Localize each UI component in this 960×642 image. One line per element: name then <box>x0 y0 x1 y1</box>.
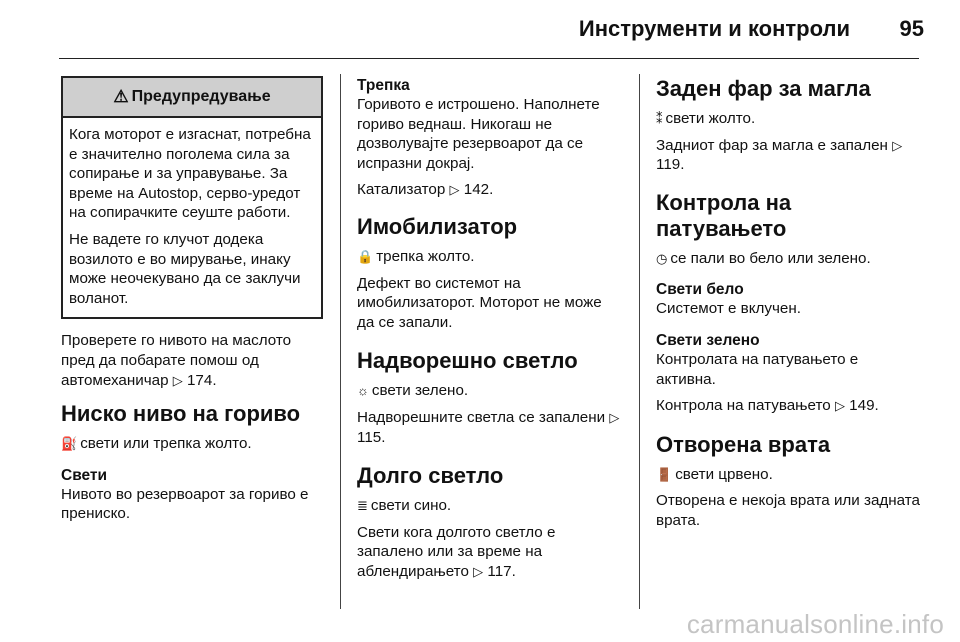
reference-arrow-icon: ▷ <box>172 372 183 388</box>
cruise-belo-text: Системот е вклучен. <box>656 300 801 318</box>
reference-arrow-icon: ▷ <box>473 563 484 579</box>
exterior-light-icon: ☼ <box>357 383 369 399</box>
catalyst-label: Катализатор <box>357 181 446 199</box>
warning-box-header <box>63 78 321 118</box>
watermark: carmanualsonline.info <box>686 609 944 639</box>
exterior-light-body: Надворешните светла се запалени <box>357 408 606 426</box>
rear-fog-body: Задниот фар за магла е запален <box>656 136 888 154</box>
warning-paragraph: Кога моторот е изгаснат, потребна е значително поголема сила за сопирање и за управување. За време на Autostop, серво-уредот на сопирачките сеуште работи. <box>69 126 311 222</box>
high-beam-indicator <box>357 496 623 516</box>
high-beam-ref: 117. <box>487 562 516 580</box>
catalyst-ref: 142. <box>463 181 494 199</box>
cruise-ref-label: Контрола на патувањето <box>656 397 831 415</box>
reference-arrow-icon: ▷ <box>449 182 460 198</box>
warning-box <box>61 76 323 319</box>
immobilizer-indicator <box>357 247 623 267</box>
rear-fog-indicator-text: свети жолто. <box>665 110 756 127</box>
subheading-sveti: Свети <box>61 466 108 484</box>
door-open-icon: 🚪 <box>656 466 673 482</box>
section-heading-rear-fog: Заден фар за магла <box>656 76 871 101</box>
rear-fog-text <box>656 136 920 175</box>
trepka-text: Горивото е истрошено. Наполнете гориво веднаш. Никогаш не дозволувајте резервоарот да се испразни докрај. <box>357 96 600 172</box>
catalyst-text <box>357 180 623 200</box>
cruise-control-icon: ◷ <box>656 250 668 266</box>
reference-arrow-icon: ▷ <box>609 409 620 425</box>
section-heading-cruise-control: Контрола на патувањето <box>656 189 792 241</box>
reference-arrow-icon: ▷ <box>892 137 903 153</box>
low-fuel-indicator-text: свети или трепка жолто. <box>80 435 252 453</box>
oil-check-body: Проверете го нивото на маслото пред да побарате помош од автомеханичар <box>61 332 292 389</box>
subheading-sveti-zeleno: Свети зелено <box>656 331 760 349</box>
immobilizer-indicator-text: трепка жолто. <box>376 247 475 265</box>
column-divider-2 <box>639 74 640 609</box>
high-beam-icon: ≣ <box>357 498 368 514</box>
immobilizer-icon: 🔒 <box>357 248 374 264</box>
cruise-ref: 149. <box>849 397 879 415</box>
section-heading-immobilizer: Имобилизатор <box>357 213 518 239</box>
cruise-ref-text <box>656 396 920 416</box>
column-divider-1 <box>340 74 341 609</box>
low-fuel-sveti-text: Нивото во резервоарот за гориво е прениско. <box>61 485 309 523</box>
header-divider <box>59 58 919 59</box>
column-1 <box>61 76 323 531</box>
page-header-title: Инструменти и контроли <box>578 16 850 41</box>
rear-fog-ref: 119. <box>656 156 685 174</box>
rear-fog-icon: ⁑ <box>656 111 663 126</box>
low-fuel-indicator <box>61 434 323 454</box>
subheading-trepka: Трепка <box>357 77 410 94</box>
column-2 <box>357 76 623 589</box>
door-open-text: Отворена е некоја врата или задната врата. <box>656 492 920 529</box>
warning-title: Предупредување <box>131 88 271 105</box>
high-beam-text <box>357 523 623 582</box>
section-heading-high-beam: Долго светло <box>357 463 504 489</box>
warning-paragraph: Не вадете го клучот додека возилото е во мирување, инаку може неочекувано да се заклучи воланот. <box>69 230 301 307</box>
column-3 <box>656 76 920 538</box>
reference-arrow-icon: ▷ <box>834 398 845 414</box>
immobilizer-text: Дефект во системот на имобилизаторот. Моторот не може да се запали. <box>357 274 602 331</box>
high-beam-indicator-text: свети сино. <box>370 497 452 515</box>
cruise-zeleno-text: Контролата на патувањето е активна. <box>656 350 859 388</box>
oil-check-text <box>61 331 323 390</box>
exterior-light-indicator <box>357 381 623 401</box>
section-heading-door-open: Отворена врата <box>656 431 831 457</box>
exterior-light-text <box>357 408 623 447</box>
door-open-indicator-text: свети црвено. <box>675 465 773 483</box>
section-heading-low-fuel: Ниско ниво на гориво <box>61 401 301 427</box>
exterior-light-indicator-text: свети зелено. <box>371 382 469 400</box>
subheading-sveti-belo: Свети бело <box>656 281 744 299</box>
cruise-indicator-text: се пали во бело или зелено. <box>670 249 871 267</box>
page-number: 95 <box>899 16 924 41</box>
warning-triangle-icon: ⚠ <box>113 87 129 106</box>
door-open-indicator <box>656 465 920 485</box>
warning-box-body <box>63 118 321 317</box>
exterior-light-ref: 115. <box>357 428 386 446</box>
cruise-indicator <box>656 249 920 269</box>
high-beam-body: Свети кога долгото светло е запалено или за време на аблендирањето <box>357 523 556 580</box>
fuel-pump-icon: ⛽ <box>61 436 78 452</box>
rear-fog-indicator <box>656 109 920 129</box>
section-heading-exterior-light: Надворешно светло <box>357 348 578 374</box>
oil-check-ref: 174. <box>186 371 217 389</box>
